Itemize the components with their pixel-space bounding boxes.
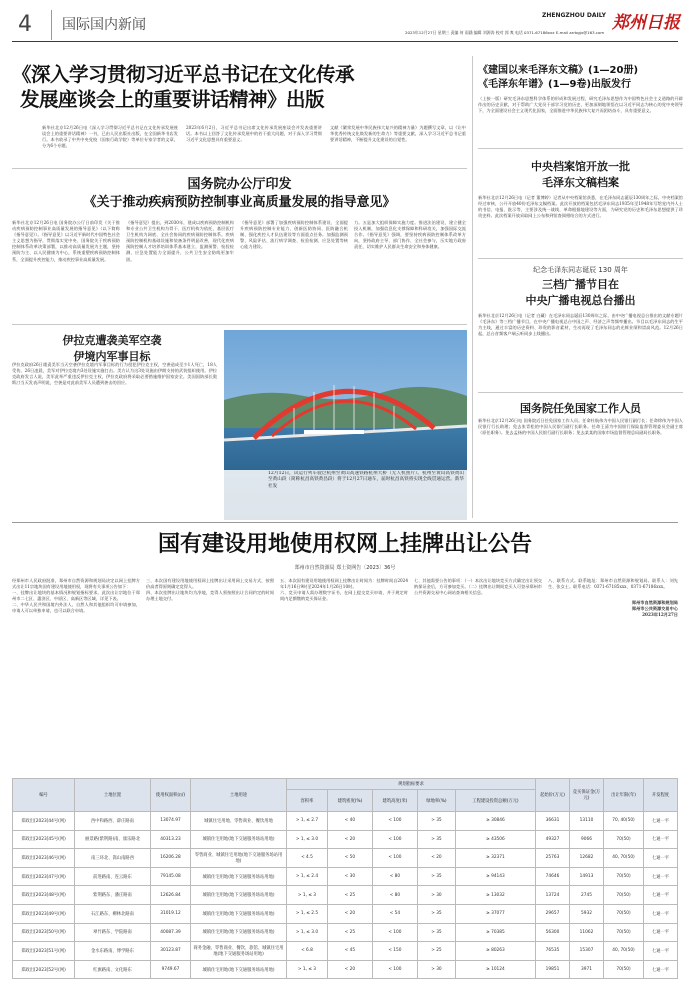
appoint-body: 新华社北京12月26日电 国务院近日任免国家工作人员。任命杜航伟为中国人民银行副行长；任命徐伟为中国人民银行行长助理；免去张青松的中国人民银行副行长职务。任命王清为中国银行保险监督管理委员会副主席（原任职务）。免去孟扬的中国人民银行副行长职务；免去某某的国家市场监督管理总局副局长职务。 bbox=[478, 418, 683, 436]
table-cell: 13074.97 bbox=[151, 812, 191, 831]
table-cell: 40313.23 bbox=[151, 830, 191, 849]
table-cell: > 35 bbox=[418, 812, 456, 831]
notice-paragraph-9: 八、联系方式。联系地址：郑州市自然资源和规划局。联系人：刘先生、张女士。联系电话：0371-67185xxx、0371-67186xxx。 bbox=[548, 578, 678, 590]
guideline-body-col4: 力。五是加大组织保障实施力度。推进法治建设，建立健全投入机制，加强信息化支撑保障和科研攻关，加强国际交流合作。《指导意见》强调，要坚持疾病预防控制体系改革方向，坚持政府主导、部门协作、全社会参与，压实地方政府责任，切实维护人民群众生命安全和身体健康。 bbox=[354, 220, 466, 250]
table-cell: < 100 bbox=[372, 849, 417, 868]
table-cell: 49327 bbox=[536, 830, 570, 849]
table-cell: 40, 70(50) bbox=[604, 942, 644, 961]
notice-col2 bbox=[146, 578, 274, 746]
notice-paragraph-2: 一、挂牌出让地块的基本情况和规划指标要求。此次出让宗地位于郑州市二七区、惠济区、中原区、高新区等区域，详见下表。 bbox=[12, 590, 140, 602]
table-cell: ≥ 80263 bbox=[455, 942, 535, 961]
table-cell: 南三环北、嵩山南路西 bbox=[75, 849, 151, 868]
table-cell: < 25 bbox=[327, 886, 372, 905]
table-cell: > 1, ≤ 3 bbox=[287, 960, 328, 979]
table-cell: < 100 bbox=[372, 812, 417, 831]
books-headline-line2: 《毛泽东年谱》(1—9卷)出版发行 bbox=[478, 79, 632, 90]
signoff-bureau: 郑州市自然资源和规划局 bbox=[631, 600, 678, 606]
col-header-6: 建筑高度(米) bbox=[372, 790, 417, 812]
table-cell: > 30 bbox=[418, 886, 456, 905]
guideline-headline bbox=[12, 176, 467, 212]
section-title: 国际国内新闻 bbox=[62, 17, 146, 33]
table-cell: 城镇住宅用地(地下交通服务场站用地) bbox=[191, 867, 287, 886]
table-cell: 70(50) bbox=[604, 904, 644, 923]
table-cell: < 54 bbox=[372, 904, 417, 923]
table-cell: 郑政出[2023]50号(网) bbox=[13, 923, 75, 942]
table-cell: > 30 bbox=[418, 960, 456, 979]
notice-col5 bbox=[548, 578, 678, 746]
lead-headline bbox=[12, 62, 467, 112]
table-row bbox=[13, 923, 678, 942]
table-cell: 七通一平 bbox=[644, 886, 678, 905]
notice-col1 bbox=[12, 578, 140, 746]
tv-headline-line2: 中央广播电视总台播出 bbox=[525, 294, 636, 307]
notice-subtitle: 郑州市自然资源局 郑土资网告〔2023〕36号 bbox=[294, 565, 396, 571]
table-cell: 商务金融、零售商业、餐饮、旅馆、城镇住宅用地(地下交通服务场站用地) bbox=[191, 942, 287, 961]
table-cell: 城镇住宅用地(地下交通服务场站用地) bbox=[191, 960, 287, 979]
guideline-body-col1: 新华社北京12月26日电 国务院办公厅日前印发《关于推动疾病预防控制事业高质量发展的指导意见》（以下简称《指导意见》）。《指导意见》以习近平新时代中国特色社会主义思想为指导，贯彻落实党中央、国务院关于疾病预防控制体系改革决策部署，以推动高质量发展为主题，坚持预防为主、以人民健康为中心，系统重塑疾病预防控制体系，全面提升疾控能力，推动疾控事业高质量发展。 bbox=[12, 220, 120, 262]
table-cell: > 1, ≤ 2.7 bbox=[287, 812, 328, 831]
table-cell: 红旗路南、文化路东 bbox=[75, 960, 151, 979]
page-number-box bbox=[12, 10, 52, 40]
land-table bbox=[12, 778, 678, 979]
notice-col3 bbox=[280, 578, 408, 746]
col-header-2: 使用权面积(㎡) bbox=[151, 779, 191, 812]
archive-headline bbox=[478, 158, 683, 190]
table-cell: < 40 bbox=[327, 812, 372, 831]
table-cell: > 35 bbox=[418, 904, 456, 923]
table-cell: < 100 bbox=[372, 960, 417, 979]
table-cell: < 80 bbox=[372, 886, 417, 905]
iraq-headline-line1: 伊拉克遭袭美军空袭 bbox=[62, 334, 162, 347]
guideline-body-col3: 《指导意见》部署了加强疾病预防控制体系建设、全面提升疾病预防控制专业能力、创新医防协同、医防融合机制、强化疾控人才队伍建设等方面重点任务。加强监测预警、风险评估、流行病学调查、检验检测、应急处置等核心能力建设。 bbox=[240, 220, 348, 250]
table-cell: 七通一平 bbox=[644, 960, 678, 979]
tv-headline bbox=[478, 276, 683, 308]
table-cell: 郑政出[2023]52号(网) bbox=[13, 960, 75, 979]
table-cell: < 45 bbox=[327, 942, 372, 961]
tv-headline-line1: 三档广播节目在 bbox=[542, 278, 619, 291]
table-row bbox=[13, 960, 678, 979]
archive-body: 新华社北京12月26日电（记者 董博婷）记者从中央档案馆获悉，在毛泽东同志诞辰130周年之际，中央档案馆经过审核，公开开放40份毛泽东文稿档案。此次开放的档案包括毛泽东同志1935年至1948年写给党内外人士的书信、电报、批示等，主要涉及统一战线、革命根据地建设等方面，为研究党的历史和毛泽东思想提供了珍贵史料。此次档案开放采取网上公布和到馆查阅相结合的方式进行。 bbox=[478, 195, 683, 219]
guideline-headline-line1: 国务院办公厅印发 bbox=[187, 177, 292, 192]
table-cell: 丽景路(紫荆路)南、康乐路北 bbox=[75, 830, 151, 849]
table-cell: 70(50) bbox=[604, 830, 644, 849]
lead-body-col1: 新华社北京12月26日电《深入学习贯彻习近平总书记在文化传承发展座谈会上的重要讲话精神》一书，已由人民出版社出版，在全国新华书店发行。本书收录了中共中央党校（国家行政学院）等单位专家学者的文章，分为6个专题。 bbox=[42, 125, 178, 149]
table-cell: 76535 bbox=[536, 942, 570, 961]
paper-name-en: ZHENGZHOU DAILY bbox=[542, 12, 606, 19]
notice-paragraph-5: 四、本次挂牌出让地块均为净地，竞得人须按照出让合同约定的时间办理土地交付。 bbox=[146, 590, 274, 602]
table-cell: > 1, ≤ 2.4 bbox=[287, 867, 328, 886]
table-cell: > 35 bbox=[418, 830, 456, 849]
notice-paragraph-8: 七、其他需要公告的事项：（一）本次出让地块竞买方式确定出让须交纳保证金后，方可参加竞买。（二）挂牌出让期间竞买人可登录郑州市公共资源交易中心网站查询相关信息。 bbox=[414, 578, 542, 596]
col-header-8: 工程建设投资总额(万元) bbox=[455, 790, 535, 812]
lead-body-col2: 2023年6月2日，习近平总书记出席文化传承发展座谈会并发表重要讲话。本书以上回答了文化传承发展中的若干重大问题，对于深入学习贯彻习近平文化思想具有重要意义。 bbox=[186, 125, 322, 143]
table-cell: 城镇住宅用地(地下交通服务场站用地) bbox=[191, 830, 287, 849]
table-cell: 石江路东、柳林北路南 bbox=[75, 904, 151, 923]
table-cell: 56300 bbox=[536, 923, 570, 942]
table-cell: < 30 bbox=[327, 867, 372, 886]
table-cell: < 6.8 bbox=[287, 942, 328, 961]
dateline: 2023年12月27日 星期三 责编 何 雨涵 编辑 刘源涛 校对 郭 爽 电话 0371-67186xxx E-mail zzrbgjx@163.com bbox=[405, 30, 605, 35]
table-cell: > 35 bbox=[418, 867, 456, 886]
column-divider bbox=[472, 56, 473, 518]
table-cell: 七通一平 bbox=[644, 849, 678, 868]
table-cell: 郑政出[2023]51号(网) bbox=[13, 942, 75, 961]
notice-col4 bbox=[414, 578, 542, 746]
table-cell: 13724 bbox=[536, 886, 570, 905]
table-cell: < 20 bbox=[418, 849, 456, 868]
table-cell: ≥ 10124 bbox=[455, 960, 535, 979]
table-row bbox=[13, 849, 678, 868]
table-cell: 紫荆路东、潘庄路南 bbox=[75, 886, 151, 905]
table-cell: 70(50) bbox=[604, 923, 644, 942]
col-header-0: 编号 bbox=[13, 779, 75, 812]
masthead-rule bbox=[12, 41, 678, 42]
table-cell: 七通一平 bbox=[644, 923, 678, 942]
group-header: 规划指标要求 bbox=[287, 779, 536, 790]
table-cell: 9749.67 bbox=[151, 960, 191, 979]
notice-paragraph-1: 经郑州市人民政府批准，郑州市自然资源和规划局决定以网上挂牌方式出让11宗地块国有建设用地使用权，现将有关事项公告如下： bbox=[12, 578, 140, 590]
table-cell: 3971 bbox=[570, 960, 604, 979]
guideline-rule bbox=[12, 168, 467, 169]
col-header-3: 土地用途 bbox=[191, 779, 287, 812]
guideline-body-col2: 《指导意见》提出，到2030年，建成以疾病预防控制机构和专业公共卫生机构为骨干、医疗机构为依托、基层医疗卫生机构为网底、全社会协同的疾病预防控制体系。疾病预防控制机构基础设施和装备条件明显改善，现代化疾病预防控制人才培养培训体系基本建立，监测预警、检验检测、应急处置能力全面提升，公共卫生安全防线更加牢固。 bbox=[126, 220, 234, 262]
notice-top-rule bbox=[12, 522, 678, 523]
tv-kicker: 纪念毛泽东同志诞辰 130 周年 bbox=[533, 266, 628, 274]
table-cell: 郑政出[2023]46号(网) bbox=[13, 849, 75, 868]
notice-paragraph-7: 六、竞买申请人需办理数字证书，在网上提交竞买申请，并于规定时间内足额缴纳竞买保证金。 bbox=[280, 590, 408, 602]
table-cell: < 20 bbox=[327, 960, 372, 979]
table-cell: 12682 bbox=[570, 849, 604, 868]
bridge-photo bbox=[224, 330, 467, 520]
table-cell: 郑政出[2023]44号(网) bbox=[13, 812, 75, 831]
table-cell: > 1, ≤ 3.0 bbox=[287, 923, 328, 942]
table-cell: 79145.08 bbox=[151, 867, 191, 886]
table-cell: 74646 bbox=[536, 867, 570, 886]
notice-signoff bbox=[548, 600, 678, 618]
col-header-12: 开发程度 bbox=[644, 779, 678, 812]
table-cell: 70(50) bbox=[604, 867, 644, 886]
table-row bbox=[13, 886, 678, 905]
iraq-headline-line2: 伊境内军事目标 bbox=[73, 350, 151, 363]
table-cell: 七通一平 bbox=[644, 942, 678, 961]
table-cell: 城镇住宅用地(地下交通服务场站用地) bbox=[191, 886, 287, 905]
table-cell: 15307 bbox=[570, 942, 604, 961]
lead-body-col3: 文献《繁荣发展中华民族伟大复兴的精神力量》为题撰写文章，以《让中华优秀传统文化焕发新的生命力》等重要文献，深入学习习近平总书记重要讲话精神，不断提升文化建设的自觉性。 bbox=[330, 125, 466, 143]
lead-headline-line2: 发展座谈会上的重要讲话精神》出版 bbox=[20, 88, 325, 111]
table-cell: 零售商业、城镇住宅用地(地下交通服务场站用地) bbox=[191, 849, 287, 868]
table-row bbox=[13, 812, 678, 831]
table-cell: 70(50) bbox=[604, 886, 644, 905]
table-cell: 5932 bbox=[570, 904, 604, 923]
table-cell: 郑政出[2023]48号(网) bbox=[13, 886, 75, 905]
table-cell: 七通一平 bbox=[644, 867, 678, 886]
archive-headline-line2: 毛泽东文稿档案 bbox=[542, 176, 619, 189]
signoff-date: 2023年12月27日 bbox=[642, 612, 678, 618]
table-cell: 前进路南、连云路东 bbox=[75, 867, 151, 886]
table-row bbox=[13, 904, 678, 923]
table-cell: 城镇住宅用地(地下交通服务场站用地) bbox=[191, 923, 287, 942]
table-cell: 11062 bbox=[570, 923, 604, 942]
table-cell: < 50 bbox=[327, 849, 372, 868]
table-cell: 36631 bbox=[536, 812, 570, 831]
tv-body: 新华社北京12月26日电（记者 白藏）在毛泽东同志诞辰130周年之际，由中央广播电视总台推出的文献专题片《毛泽东》等三档广播节目，在中央广播电视总台中国之声、经济之声等频率播出。节目以毛泽东同志的生平为主线，通过丰富的历史资料、珍贵的影音素材，生动再现了毛泽东同志的光辉业绩和崇高风范。12月26日起，总台音频客户端云听同步上线播出。 bbox=[478, 313, 683, 337]
table-cell: 70, 40(50) bbox=[604, 812, 644, 831]
notice-headline: 国有建设用地使用权网上挂牌出让公告 bbox=[157, 532, 532, 557]
table-cell: ≥ 94143 bbox=[455, 867, 535, 886]
appoint-headline: 国务院任免国家工作人员 bbox=[520, 402, 641, 415]
table-cell: 郑政出[2023]45号(网) bbox=[13, 830, 75, 849]
table-cell: 七通一平 bbox=[644, 904, 678, 923]
table-cell: 七通一平 bbox=[644, 812, 678, 831]
table-cell: > 1, ≤ 3 bbox=[287, 886, 328, 905]
books-headline-line1: 《建国以来毛泽东文稿》(1—20册) bbox=[478, 65, 639, 76]
table-cell: < 20 bbox=[327, 830, 372, 849]
page-number: 4 bbox=[18, 12, 32, 37]
table-cell: 29657 bbox=[536, 904, 570, 923]
table-cell: 翠竹路东、学院路南 bbox=[75, 923, 151, 942]
table-cell: 七通一平 bbox=[644, 830, 678, 849]
table-row bbox=[13, 942, 678, 961]
notice-paragraph-3: 二、中华人民共和国境内外法人、自然人和其他组织均可申请参加，申请人可以单独申请，也可以联合申请。 bbox=[12, 602, 140, 614]
land-table-body bbox=[13, 812, 678, 979]
table-cell: < 20 bbox=[327, 904, 372, 923]
table-cell: > 35 bbox=[418, 923, 456, 942]
table-cell: 2745 bbox=[570, 886, 604, 905]
table-cell: < 4.5 bbox=[287, 849, 328, 868]
table-cell: 郑政出[2023]47号(网) bbox=[13, 867, 75, 886]
table-cell: 13110 bbox=[570, 812, 604, 831]
table-cell: 25763 bbox=[536, 849, 570, 868]
paper-logo: 郑州日报 bbox=[612, 13, 680, 33]
table-cell: < 25 bbox=[327, 923, 372, 942]
table-cell: 19851 bbox=[536, 960, 570, 979]
tv-rule bbox=[478, 392, 683, 393]
table-cell: > 1, ≤ 3.0 bbox=[287, 830, 328, 849]
table-cell: 12626.84 bbox=[151, 886, 191, 905]
table-cell: 70(50) bbox=[604, 960, 644, 979]
iraq-body: 伊拉克政府26日谴责美军当天空袭伊拉克境内军事目标的行为侵犯伊拉克主权，空袭造成至少1人死亡，18人受伤。26日凌晨，美军对伊拉克境内3处设施实施打击。美方认为这3处设施由伊朗支持的武装组织使用。伊拉克政府发言人说，美军此举严重违反伊拉克主权，伊拉克政府将采取必要措施维护国家安全。美国国防部长奥斯汀当天发表声明说，空袭是对此前美军人员遭到袭击的回应。 bbox=[12, 362, 217, 386]
books-headline bbox=[478, 64, 683, 92]
table-cell: < 80 bbox=[372, 867, 417, 886]
table-cell: ≥ 30846 bbox=[455, 812, 535, 831]
iraq-headline bbox=[12, 332, 212, 364]
notice-paragraph-4: 三、本次国有建设用地使用权网上挂牌出让采用网上交易方式，按照价高者得原则确定竞得人。 bbox=[146, 578, 274, 590]
books-rule bbox=[478, 148, 683, 149]
table-cell: 城镇住宅用地、零售商业、餐饮用地 bbox=[191, 812, 287, 831]
archive-headline-line1: 中央档案馆开放一批 bbox=[531, 160, 630, 173]
table-cell: 16206.28 bbox=[151, 849, 191, 868]
signoff-center: 郑州市公共资源交易中心 bbox=[631, 606, 678, 612]
col-header-4: 容积率 bbox=[287, 790, 328, 812]
table-cell: ≥ 37077 bbox=[455, 904, 535, 923]
table-cell: 郑政出[2023]49号(网) bbox=[13, 904, 75, 923]
table-cell: 31019.12 bbox=[151, 904, 191, 923]
table-cell: 西中和路西、薛庄路南 bbox=[75, 812, 151, 831]
table-cell: ≥ 13032 bbox=[455, 886, 535, 905]
land-table-wrap bbox=[12, 778, 678, 979]
table-cell: 40087.39 bbox=[151, 923, 191, 942]
table-row bbox=[13, 830, 678, 849]
col-header-5: 建筑密度(%) bbox=[327, 790, 372, 812]
photo-caption: 12月12日，试运行列车驶过杭州至黄山高速铁路杭州大桥（无人机照片）。杭州至黄山高铁黄山至黄山段（简称杭昌高铁黄昌段）将于12月27日通车，届时杭昌高铁将实现全线贯通运营。新华社发 bbox=[268, 471, 464, 489]
table-cell: > 1, ≤ 2.5 bbox=[287, 904, 328, 923]
guideline-headline-line2: 《关于推动疾病预防控制事业高质量发展的指导意见》 bbox=[83, 195, 396, 210]
table-cell: 30123.87 bbox=[151, 942, 191, 961]
table-cell: ≥ 32371 bbox=[455, 849, 535, 868]
table-cell: 14913 bbox=[570, 867, 604, 886]
table-cell: ≥ 43506 bbox=[455, 830, 535, 849]
table-cell: < 100 bbox=[372, 923, 417, 942]
table-row bbox=[13, 867, 678, 886]
col-header-10: 竞买保证金(万元) bbox=[570, 779, 604, 812]
table-cell: < 150 bbox=[372, 942, 417, 961]
table-cell: > 25 bbox=[418, 942, 456, 961]
col-header-1: 土地位置 bbox=[75, 779, 151, 812]
table-cell: 40, 70(50) bbox=[604, 849, 644, 868]
table-cell: < 100 bbox=[372, 830, 417, 849]
table-cell: 城镇住宅用地(地下交通服务场站用地) bbox=[191, 904, 287, 923]
books-body: （上接一版）研究毛泽东思想科学体系的形成和发展过程，研究毛泽东思想作为中国特色社会主义道路的开辟作出的历史贡献，对于帮助广大党员干部学习党的历史，更加深刻地领悟在以习近平同志为核心的党中央领导下，为全面建设社会主义现代化国家，全面推进中华民族伟大复兴而团结奋斗，具有重要意义。 bbox=[478, 96, 683, 114]
table-cell: ≥ 70385 bbox=[455, 923, 535, 942]
col-header-9: 起始价(万元) bbox=[536, 779, 570, 812]
lead-headline-line1: 《深入学习贯彻习近平总书记在文化传承 bbox=[12, 63, 355, 86]
iraq-rule bbox=[12, 324, 467, 325]
col-header-7: 绿地率(%) bbox=[418, 790, 456, 812]
archive-rule bbox=[478, 258, 683, 259]
table-cell: 9066 bbox=[570, 830, 604, 849]
table-cell: 金水东路南、博学路东 bbox=[75, 942, 151, 961]
notice-paragraph-6: 五、本次国有建设用地使用权网上挂牌出让时间为：挂牌时间自2024年1月16日9时至2024年1月26日10时。 bbox=[280, 578, 408, 590]
col-header-11: 出让年限(年) bbox=[604, 779, 644, 812]
